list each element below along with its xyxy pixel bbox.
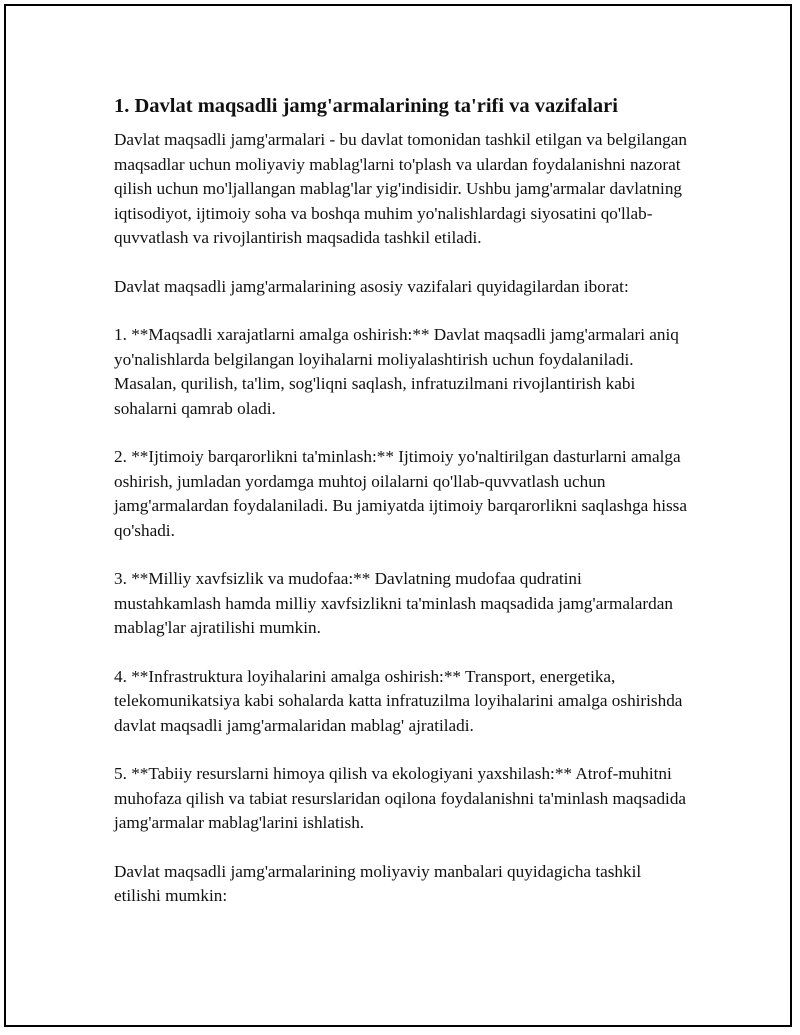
list-item-2: 2. **Ijtimoiy barqarorlikni ta'minlash:** Ijtimoiy yo'naltirilgan dasturlarni amalga oshirish, jumladan yordamga muhtoj oilalarni qo'llab-quvvatlash uchun jamg'armalardan foydalaniladi. Bu jamiyatda ijtimoiy barqarorlikni saqlashga hissa qo'shadi. [114,447,687,540]
document-body [114,92,688,909]
list-item-3: 3. **Milliy xavfsizlik va mudofaa:** Davlatning mudofaa qudratini mustahkamlash hamda milliy xavfsizlikni ta'minlash maqsadida jamg'armalardan mablag'lar ajratilishi mumkin. [114,569,673,637]
paragraph-sources-intro: Davlat maqsadli jamg'armalarining moliyaviy manbalari quyidagicha tashkil etilishi mumkin: [114,861,642,905]
paragraph-definition: Davlat maqsadli jamg'armalari - bu davlat tomonidan tashkil etilgan va belgilangan maqsadlar uchun moliyaviy mablag'larni to'plash va ulardan foydalanishni nazorat qilish uchun mo'ljallangan mablag'lar yig'indisidir. Ushbu jamg'armalar davlatning iqtisodiyot, ijtimoiy soha va boshqa muhim yo'nalishlardagi siyosatini qo'llab-quvvatlash va rivojlantirish maqsadida tashkil etiladi. [114,130,687,247]
section-heading: 1. Davlat maqsadli jamg'armalarining ta'rifi va vazifalari [114,95,618,117]
list-item-5: 5. **Tabiiy resurslarni himoya qilish va ekologiyani yaxshilash:** Atrof-muhitni muhofaza qilish va tabiat resurslaridan oqilona foydalanishni ta'minlash maqsadida jamg'armalar mablag'larini ishlatish. [114,764,687,832]
list-item-4: 4. **Infrastruktura loyihalarini amalga oshirish:** Transport, energetika, telekomunikatsiya kabi sohalarda katta infratuzilma loyihalarini amalga oshirishda davlat maqsadli jamg'armalaridan mablag' ajratiladi. [114,666,683,735]
paragraph-tasks-intro: Davlat maqsadli jamg'armalarining asosiy vazifalari quyidagilardan iborat: [114,276,629,296]
list-item-1: 1. **Maqsadli xarajatlarni amalga oshirish:** Davlat maqsadli jamg'armalari aniq yo'nalishlarda belgilangan loyihalarni moliyalashtirish uchun foydalaniladi. Masalan, qurilish, ta'lim, sog'liqni saqlash, infratuzilmani rivojlantirish kabi sohalarni qamrab oladi. [114,325,679,418]
